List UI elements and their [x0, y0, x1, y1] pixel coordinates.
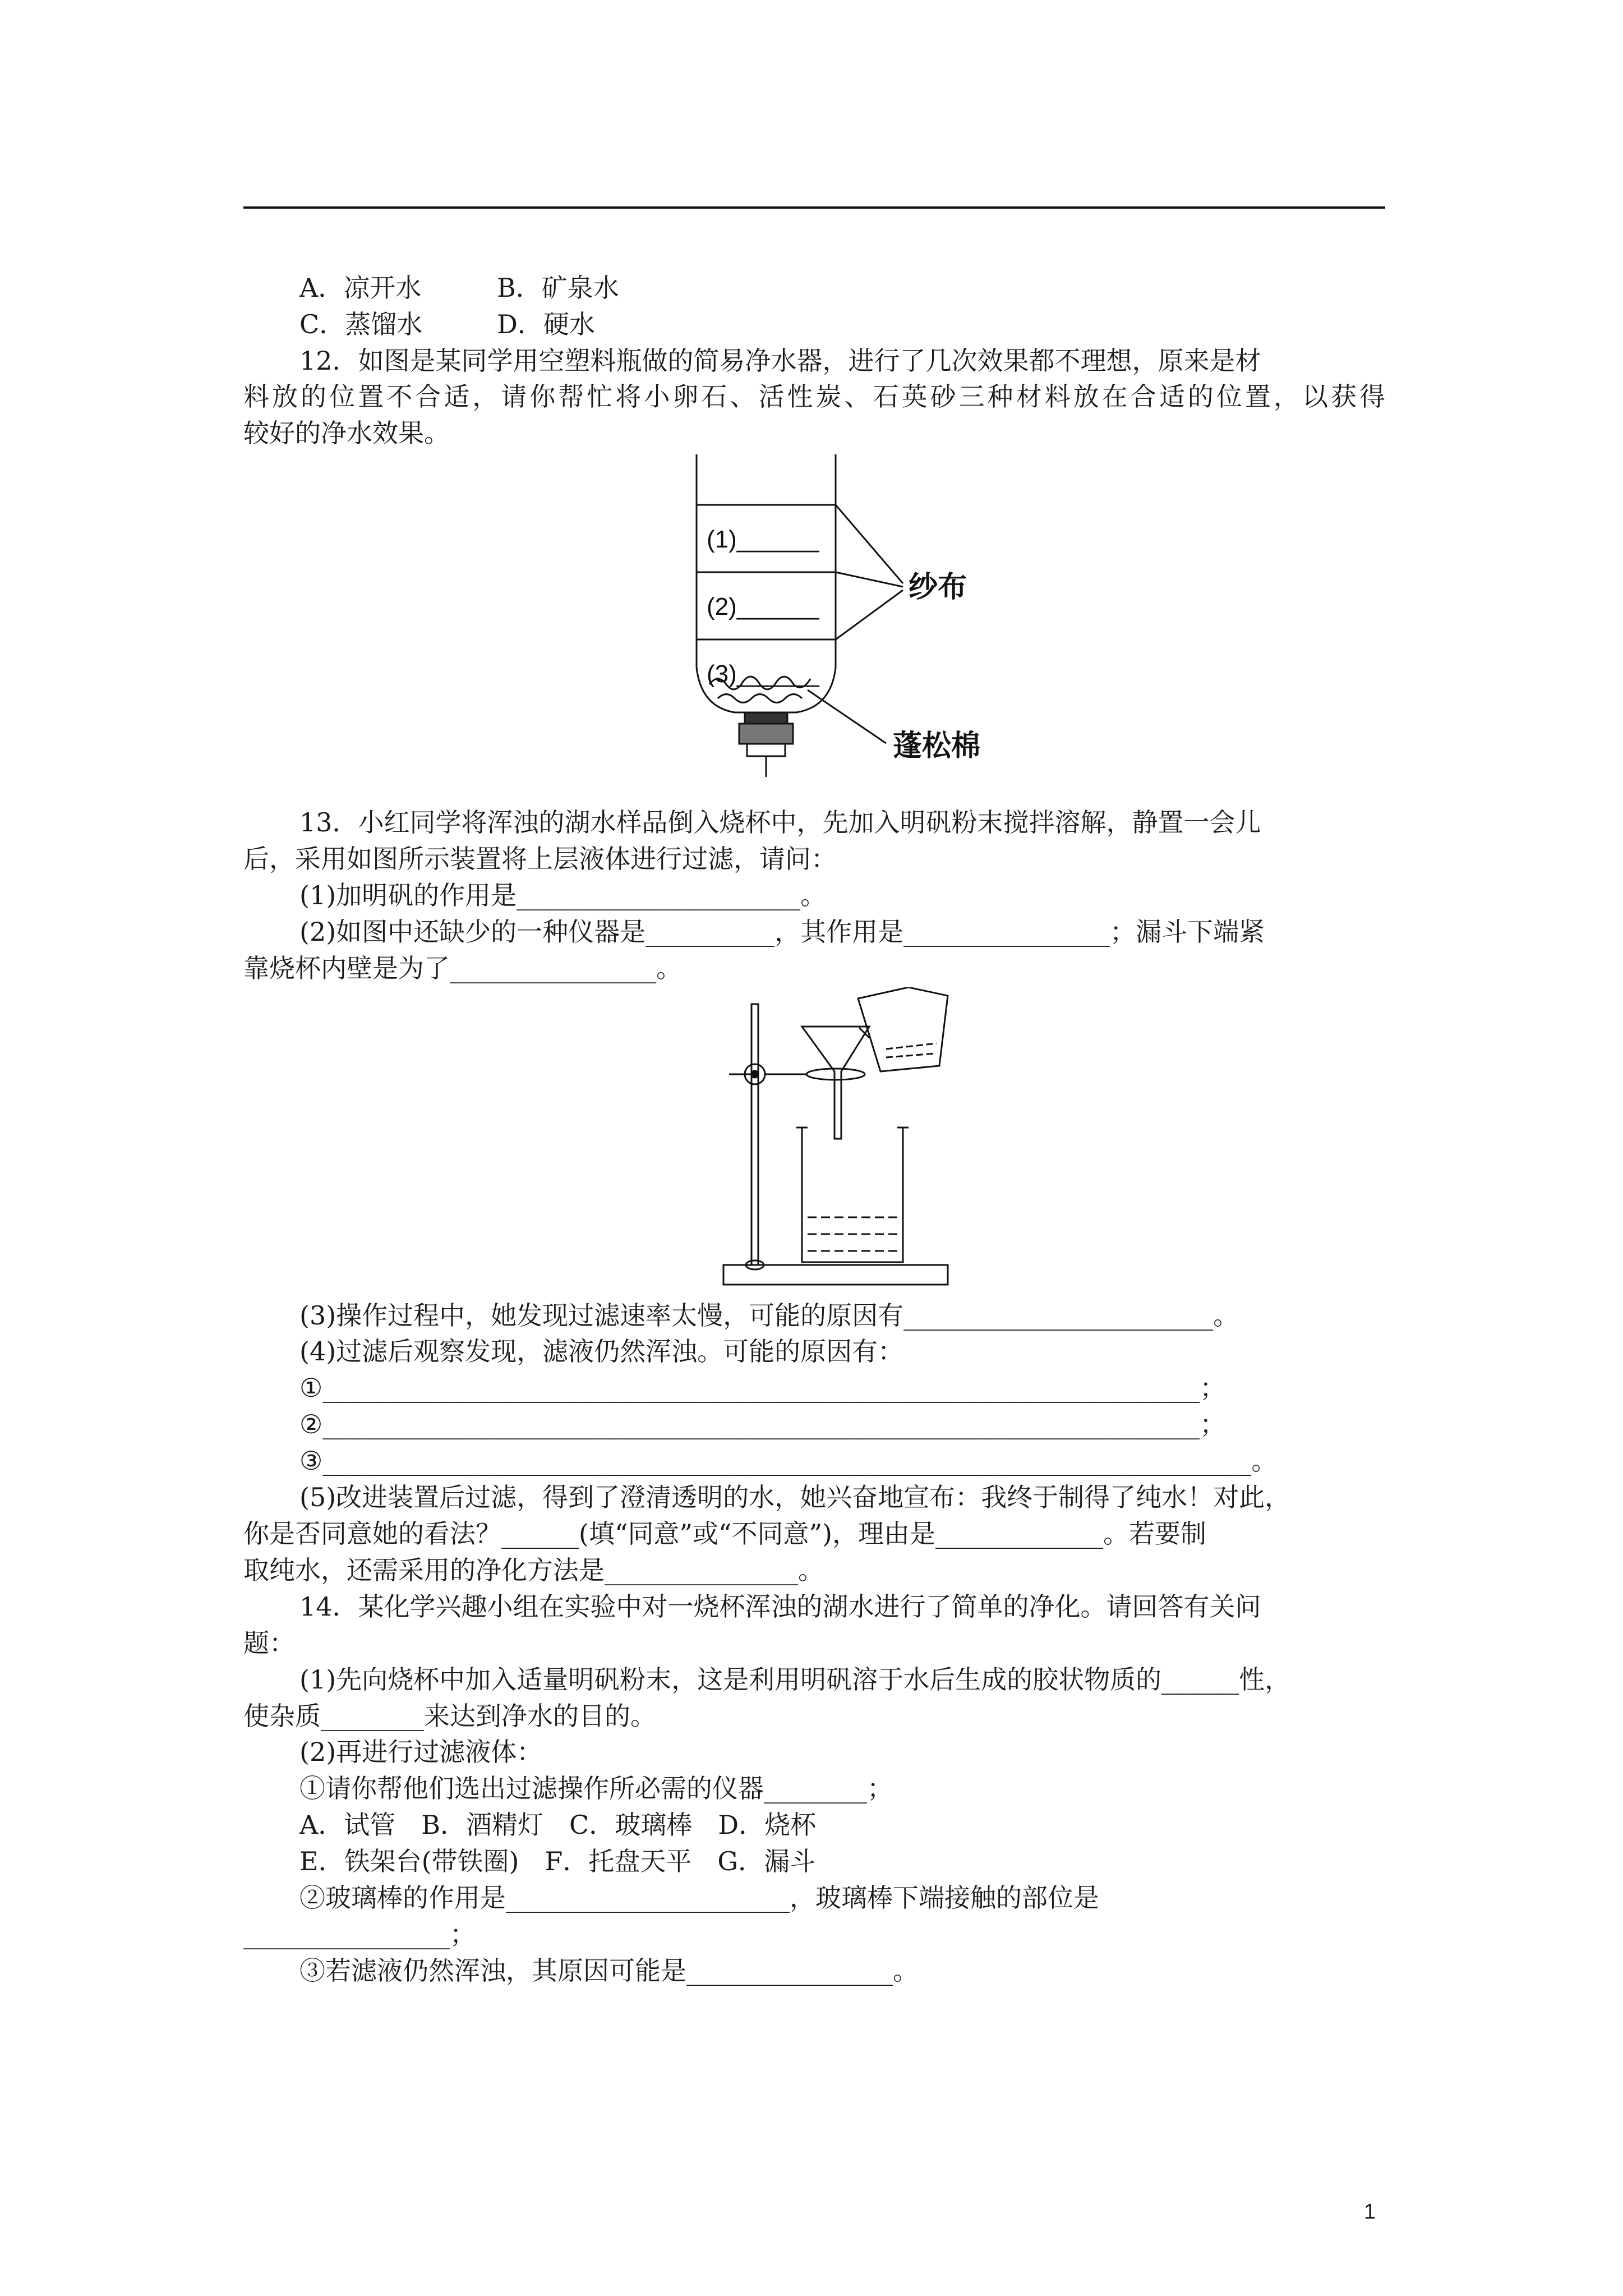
filtration-apparatus-figure: [718, 987, 998, 1296]
q13-part-4: (4)过滤后观察发现，滤液仍然浑浊。可能的原因有：: [299, 1336, 904, 1366]
q13-reason-3: ③________________________________________________________________________。: [299, 1446, 1278, 1476]
q13-line-1: 13．小红同学将浑浊的湖水样品倒入烧杯中，先加入明矾粉末搅拌溶解，静置一会儿: [299, 807, 1261, 838]
q14-options-line-2: E．铁架台(带铁圈) F．托盘天平 G．漏斗: [299, 1846, 816, 1876]
q14-part-1a: (1)先向烧杯中加入适量明矾粉末，这是利用明矾溶于水后生成的胶状物质的______性，: [299, 1664, 1291, 1695]
q13-part-3: (3)操作过程中，她发现过滤速率太慢，可能的原因有________________________。: [299, 1300, 1239, 1331]
q13-reason-2: ②____________________________________________________________________；: [299, 1409, 1226, 1439]
q14-options-line-1: A．试管 B．酒精灯 C．玻璃棒 D．烧杯: [299, 1810, 817, 1840]
q13-line-2: 后，采用如图所示装置将上层液体进行过滤，请问：: [243, 844, 837, 874]
q13-part-2b: 靠烧杯内壁是为了________________。: [243, 953, 682, 983]
q11-option-d: D．硬水: [497, 309, 595, 339]
q14-part-2-1: ①请你帮他们选出过滤操作所必需的仪器________；: [299, 1773, 893, 1803]
q14-part-2: (2)再进行过滤液体：: [299, 1737, 543, 1767]
header-rule: [243, 206, 1385, 209]
q12-line-2: 料放的位置不合适，请你帮忙将小卵石、活性炭、石英砂三种材料放在合适的位置，以获得: [243, 381, 1385, 412]
q14-part-2-2a: ②玻璃棒的作用是______________________，玻璃棒下端接触的部位是: [299, 1883, 1099, 1913]
q13-reason-1: ①____________________________________________________________________；: [299, 1373, 1226, 1403]
page-number: 1: [1364, 2200, 1376, 2224]
q14-line-2: 题：: [243, 1628, 295, 1658]
q14-part-2-2b: ________________；: [243, 1919, 476, 1949]
q11-option-c: C．蒸馏水: [299, 309, 423, 339]
q11-option-a: A．凉开水: [299, 273, 422, 303]
q14-line-1: 14．某化学兴趣小组在实验中对一烧杯浑浊的湖水进行了简单的净化。请回答有关问: [299, 1591, 1261, 1622]
q13-part-1: (1)加明矾的作用是______________________。: [299, 880, 827, 910]
q12-line-1: 12．如图是某同学用空塑料瓶做的简易净水器，进行了几次效果都不理想，原来是材: [299, 346, 1261, 376]
q13-part-5a: (5)改进装置后过滤，得到了澄清透明的水，她兴奋地宣布：我终于制得了纯水！对此，: [299, 1482, 1291, 1512]
layer-3-label: (3)______: [707, 660, 819, 688]
layer-1-label: (1)______: [707, 526, 819, 553]
q12-line-3: 较好的净水效果。: [243, 418, 450, 448]
q14-part-1b: 使杂质________来达到净水的目的。: [243, 1701, 656, 1731]
layer-2-label: (2)______: [707, 593, 819, 620]
q14-part-2-3: ③若滤液仍然浑浊，其原因可能是________________。: [299, 1955, 919, 1986]
q13-part-5b: 你是否同意她的看法？______(填“同意”或“不同意”)，理由是_____________。若要制: [243, 1519, 1206, 1549]
water-purifier-figure: [667, 449, 1026, 802]
cotton-label: 蓬松棉: [893, 730, 981, 762]
gauze-label: 纱布: [909, 571, 967, 604]
q11-option-b: B．矿泉水: [497, 273, 619, 303]
q13-part-5c: 取纯水，还需采用的净化方法是_______________。: [243, 1555, 824, 1585]
q13-part-2a: (2)如图中还缺少的一种仪器是__________，其作用是________________；漏斗下端紧: [299, 917, 1265, 947]
